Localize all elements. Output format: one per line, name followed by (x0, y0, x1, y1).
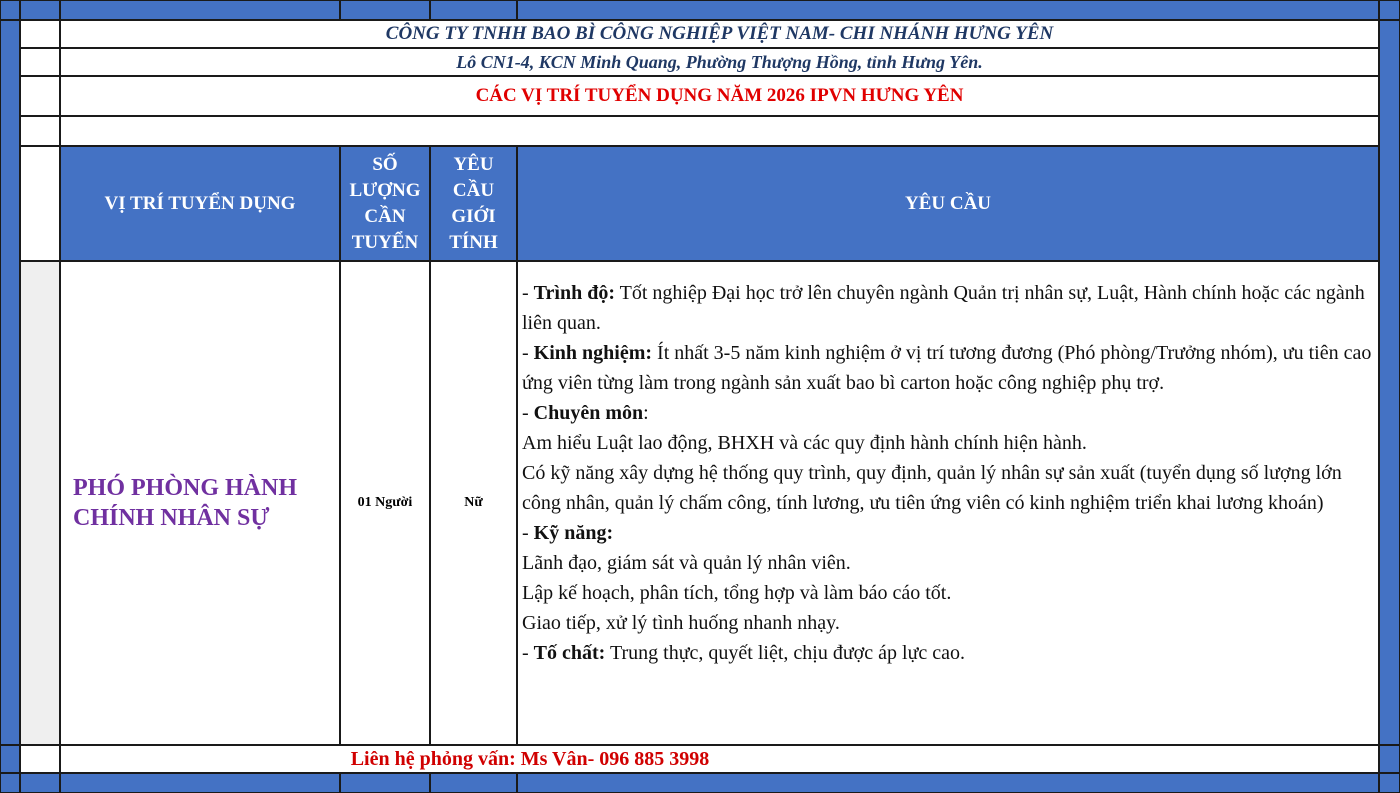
column-header-requirements-label: YÊU CẦU (904, 192, 992, 214)
cell[interactable] (20, 0, 60, 20)
position-name: PHÓ PHÒNG HÀNH CHÍNH NHÂN SỰ (73, 475, 297, 531)
column-header-quantity-line: CẦN (364, 205, 406, 227)
company-address[interactable] (60, 48, 1379, 76)
column-header-gender-line: TÍNH (449, 231, 498, 253)
page-title-text: CÁC VỊ TRÍ TUYỂN DỤNG NĂM 2026 IPVN HƯNG YÊN (475, 85, 964, 106)
company-name-text: CÔNG TY TNHH BAO BÌ CÔNG NGHIỆP VIỆT NAM- CHI NHÁNH HƯNG YÊN (385, 23, 1054, 44)
company-name[interactable] (60, 20, 1379, 48)
column-header-quantity-line: TUYỂN (351, 231, 419, 253)
column-header-position[interactable] (60, 146, 340, 261)
column-header-gender-line: GIỚI (451, 205, 496, 227)
requirement-line: - Kinh nghiệm: Ít nhất 3-5 năm kinh nghiệm ở vị trí tương đương (Phó phòng/Trưởng nhóm), ưu tiên cao ứng viên từng làm trong ngành sản xuất bao bì carton hoặc công nghiệp phụ trợ. (522, 342, 1372, 394)
column-header-quantity-line: LƯỢNG (349, 179, 421, 201)
cell[interactable] (60, 773, 340, 793)
company-address-text: Lô CN1-4, KCN Minh Quang, Phường Thượng Hồng, tỉnh Hưng Yên. (456, 51, 983, 72)
cell[interactable] (517, 773, 1379, 793)
quantity-cell[interactable] (340, 261, 430, 745)
requirement-line: - Kỹ năng: (522, 522, 614, 544)
cell[interactable] (0, 20, 20, 745)
empty-row[interactable] (60, 116, 1379, 146)
requirements-cell[interactable] (517, 261, 1379, 745)
cell[interactable] (20, 773, 60, 793)
cell[interactable] (20, 146, 60, 261)
cell[interactable] (0, 0, 20, 20)
column-header-position-label: VỊ TRÍ TUYỂN DỤNG (104, 192, 296, 214)
page-title[interactable] (60, 76, 1379, 116)
column-header-quantity-line: SỐ (372, 153, 398, 175)
quantity-value: 01 Người (357, 495, 413, 510)
cell[interactable] (340, 0, 430, 20)
requirement-line: Lãnh đạo, giám sát và quản lý nhân viên. (522, 552, 851, 574)
cell[interactable] (1379, 0, 1400, 20)
requirement-line: Giao tiếp, xử lý tình huống nhanh nhạy. (522, 612, 840, 634)
requirement-line: - Chuyên môn: (522, 402, 649, 424)
contact-info (60, 745, 1000, 773)
cell[interactable] (20, 261, 60, 745)
cell[interactable] (1379, 20, 1400, 745)
cell[interactable] (0, 773, 20, 793)
position-name-cell[interactable] (60, 261, 340, 745)
cell[interactable] (1379, 745, 1400, 773)
cell[interactable] (20, 48, 60, 76)
cell[interactable] (20, 76, 60, 116)
column-header-gender-line: YÊU (453, 153, 494, 175)
cell[interactable] (20, 116, 60, 146)
cell[interactable] (20, 20, 60, 48)
requirement-line: Có kỹ năng xây dựng hệ thống quy trình, quy định, quản lý nhân sự sản xuất (tuyển dụng số lượng lớn công nhân, quản lý chấm công, tính lương, ưu tiên ứng viên có kinh nghiệm triển khai lương khoán) (522, 462, 1342, 514)
cell[interactable] (20, 745, 60, 773)
contact-text: Liên hệ phỏng vấn: Ms Vân- 096 885 3998 (350, 747, 710, 770)
requirement-line: Lập kế hoạch, phân tích, tổng hợp và làm báo cáo tốt. (522, 582, 952, 604)
gender-value: Nữ (464, 495, 483, 510)
column-header-gender-line: CẦU (452, 179, 495, 201)
column-header-requirements[interactable] (517, 146, 1379, 261)
cell[interactable] (517, 0, 1379, 20)
column-header-gender[interactable] (430, 146, 517, 261)
requirement-line: - Tố chất: Trung thực, quyết liệt, chịu được áp lực cao. (522, 642, 966, 664)
requirement-line: Am hiểu Luật lao động, BHXH và các quy định hành chính hiện hành. (522, 432, 1087, 454)
cell[interactable] (1379, 773, 1400, 793)
requirement-line: - Trình độ: Tốt nghiệp Đại học trở lên chuyên ngành Quản trị nhân sự, Luật, Hành chính hoặc các ngành liên quan. (522, 282, 1365, 334)
cell[interactable] (430, 773, 517, 793)
gender-cell[interactable] (430, 261, 517, 745)
cell[interactable] (430, 0, 517, 20)
column-header-quantity[interactable] (340, 146, 430, 261)
cell[interactable] (340, 773, 430, 793)
cell[interactable] (0, 745, 20, 773)
cell[interactable] (60, 0, 340, 20)
